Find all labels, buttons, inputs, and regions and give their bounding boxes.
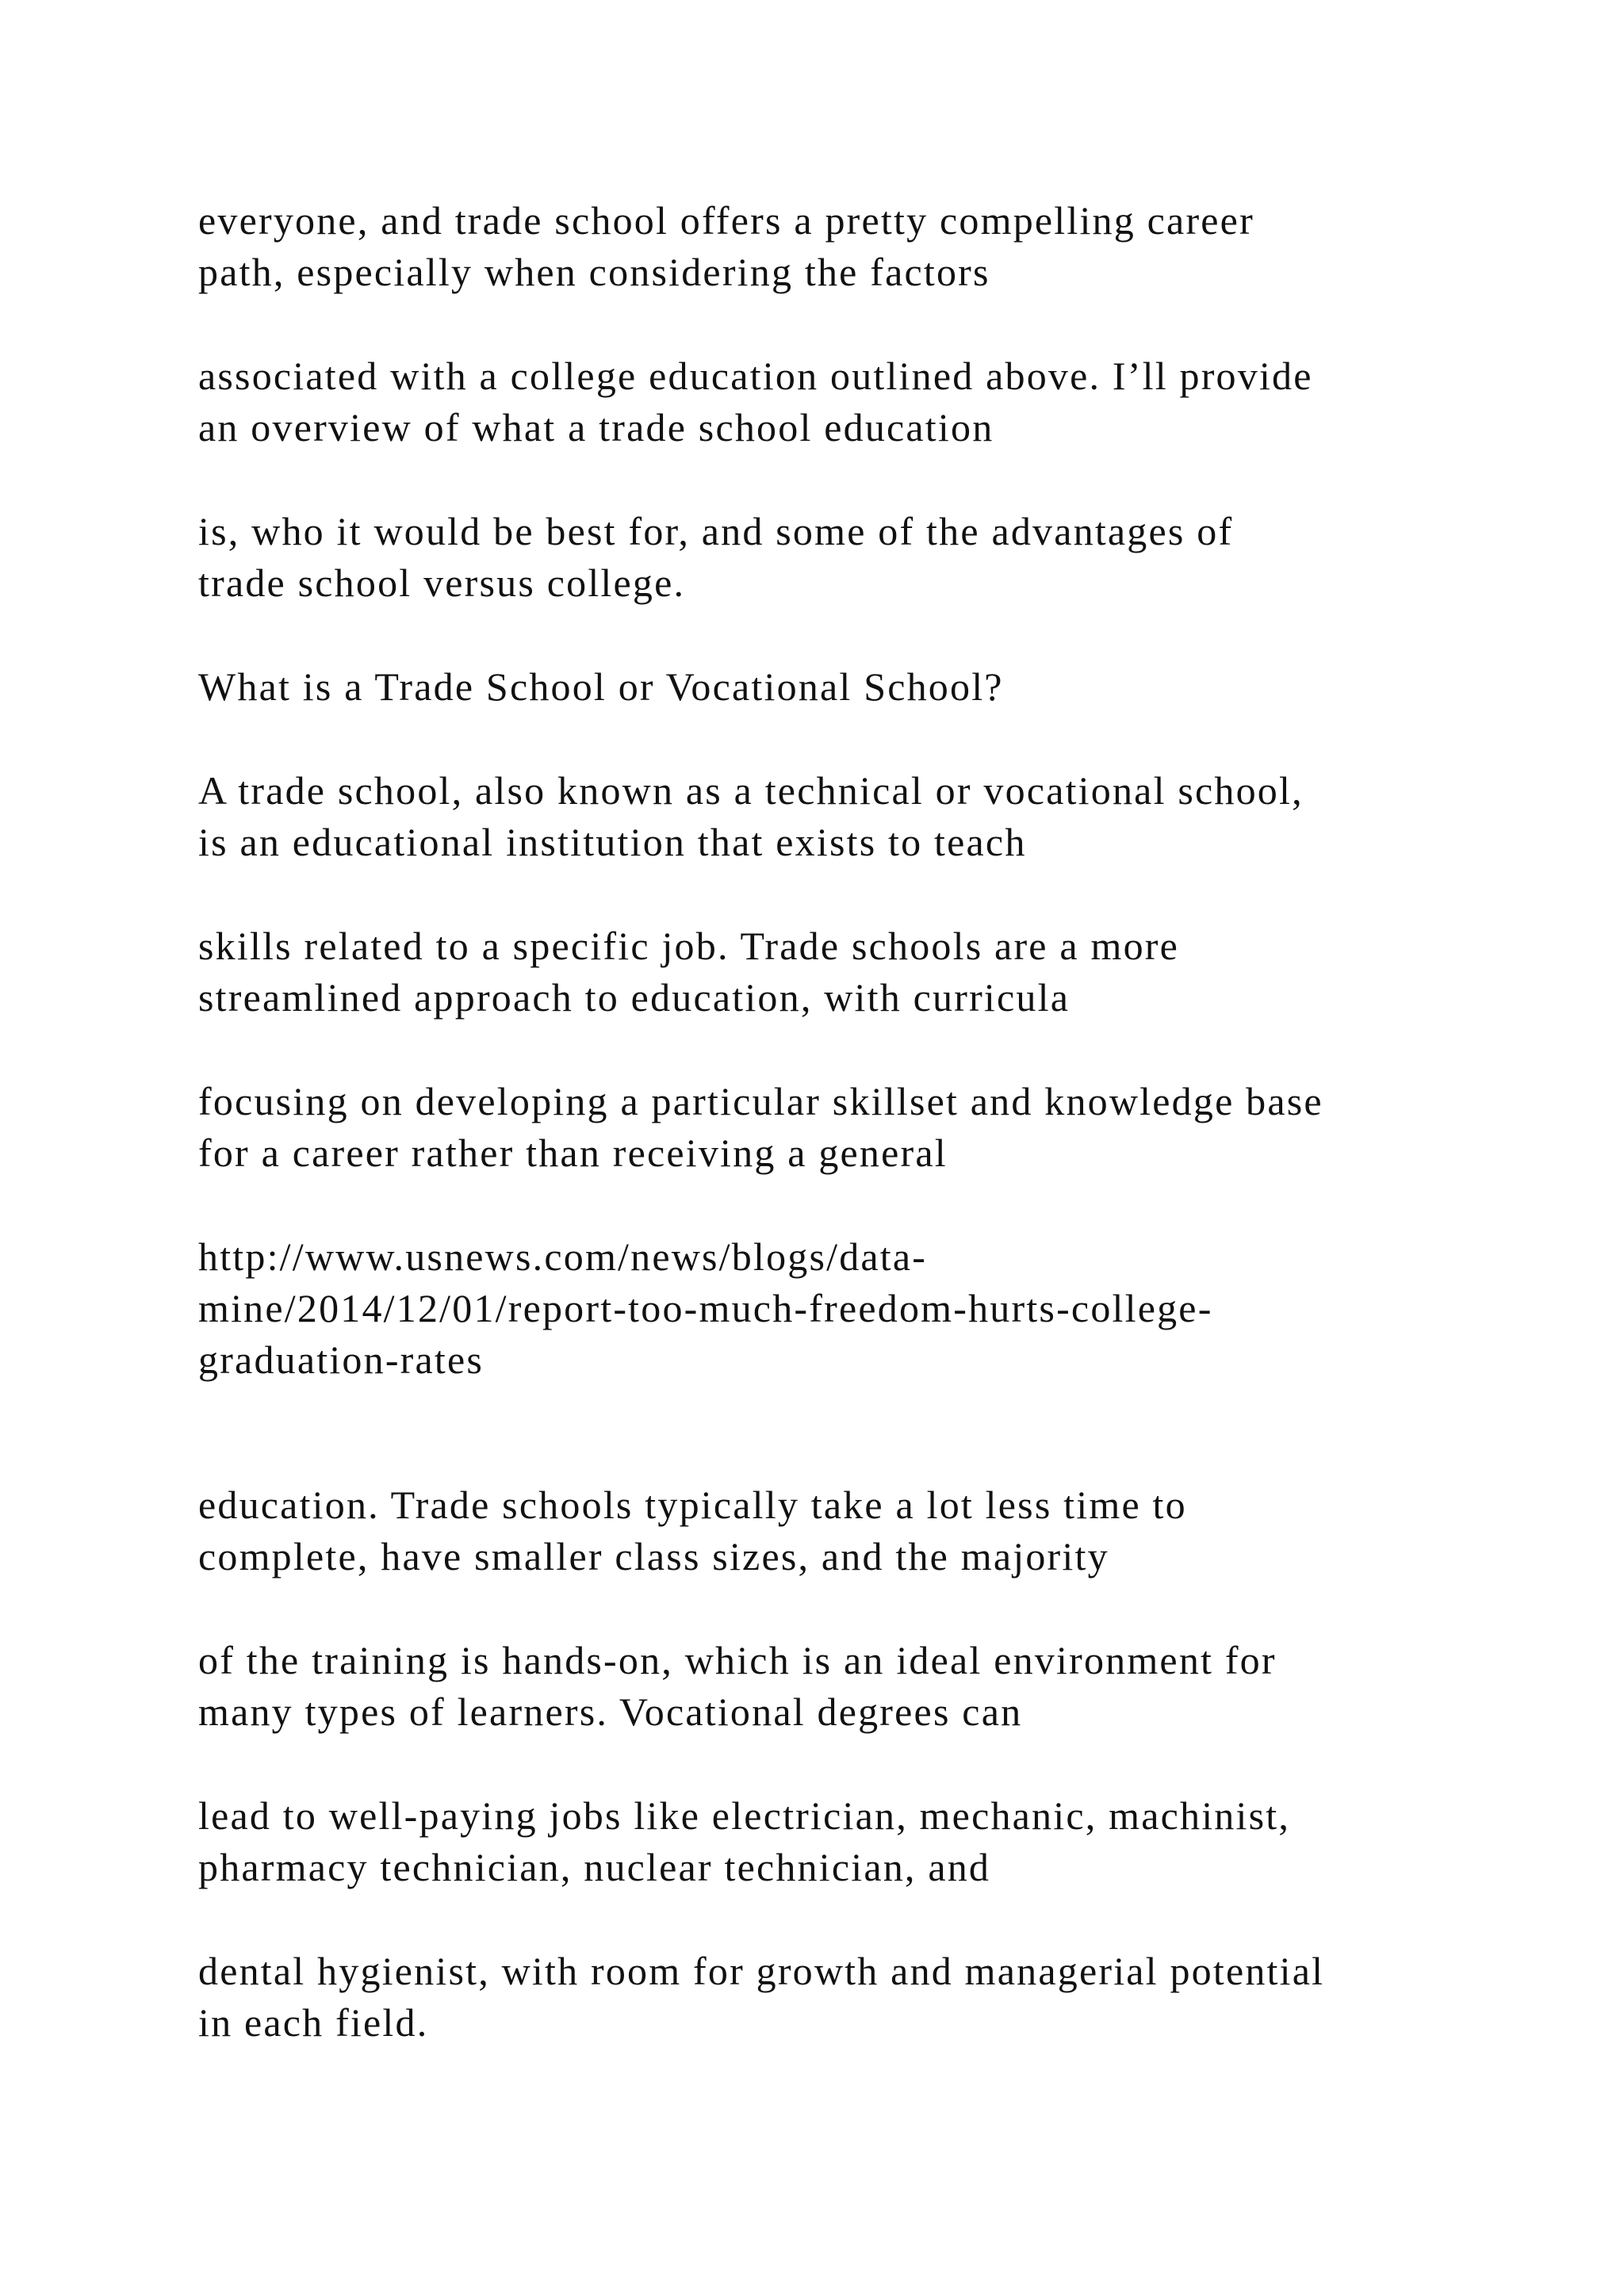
document-body bbox=[198, 195, 1546, 2101]
paragraph-12 bbox=[198, 1946, 1546, 2049]
paragraph-2 bbox=[198, 350, 1546, 453]
text-line: everyone, and trade school offers a pretty compelling career bbox=[198, 198, 1254, 243]
url-line: graduation-rates bbox=[198, 1337, 485, 1382]
text-line: skills related to a specific job. Trade schools are a more bbox=[198, 924, 1180, 968]
text-line: complete, have smaller class sizes, and the majority bbox=[198, 1534, 1109, 1578]
paragraph-9 bbox=[198, 1479, 1546, 1582]
text-line: is an educational institution that exists to teach bbox=[198, 820, 1027, 864]
paragraph-6 bbox=[198, 920, 1546, 1024]
reference-url bbox=[198, 1231, 1546, 1386]
paragraph-5 bbox=[198, 765, 1546, 868]
paragraph-11 bbox=[198, 1790, 1546, 1893]
url-line: http://www.usnews.com/news/blogs/data- bbox=[198, 1234, 928, 1279]
text-line: path, especially when considering the factors bbox=[198, 250, 990, 294]
paragraph-10 bbox=[198, 1635, 1546, 1738]
text-line: streamlined approach to education, with curricula bbox=[198, 975, 1071, 1020]
text-line: pharmacy technician, nuclear technician, and bbox=[198, 1845, 991, 1889]
paragraph-1 bbox=[198, 195, 1546, 298]
section-heading bbox=[198, 661, 1546, 713]
blank-gap bbox=[198, 1438, 1546, 1479]
text-line: an overview of what a trade school education bbox=[198, 405, 994, 450]
text-line: focusing on developing a particular skillset and knowledge base bbox=[198, 1079, 1323, 1123]
text-line: is, who it would be best for, and some of the advantages of bbox=[198, 509, 1234, 553]
text-line: many types of learners. Vocational degrees can bbox=[198, 1689, 1023, 1734]
text-line: education. Trade schools typically take a lot less time to bbox=[198, 1483, 1187, 1527]
heading-line: What is a Trade School or Vocational School? bbox=[198, 664, 1004, 709]
paragraph-3 bbox=[198, 506, 1546, 609]
text-line: trade school versus college. bbox=[198, 561, 686, 605]
text-line: for a career rather than receiving a general bbox=[198, 1131, 948, 1175]
text-line: associated with a college education outlined above. I’ll provide bbox=[198, 354, 1313, 398]
text-line: in each field. bbox=[198, 2000, 429, 2045]
text-line: of the training is hands-on, which is an ideal environment for bbox=[198, 1638, 1277, 1682]
text-line: A trade school, also known as a technical or vocational school, bbox=[198, 768, 1304, 813]
text-line: lead to well-paying jobs like electrician, mechanic, machinist, bbox=[198, 1793, 1291, 1838]
paragraph-7 bbox=[198, 1076, 1546, 1179]
url-line: mine/2014/12/01/report-too-much-freedom-hurts-college- bbox=[198, 1286, 1213, 1330]
text-line: dental hygienist, with room for growth and managerial potential bbox=[198, 1949, 1325, 1993]
